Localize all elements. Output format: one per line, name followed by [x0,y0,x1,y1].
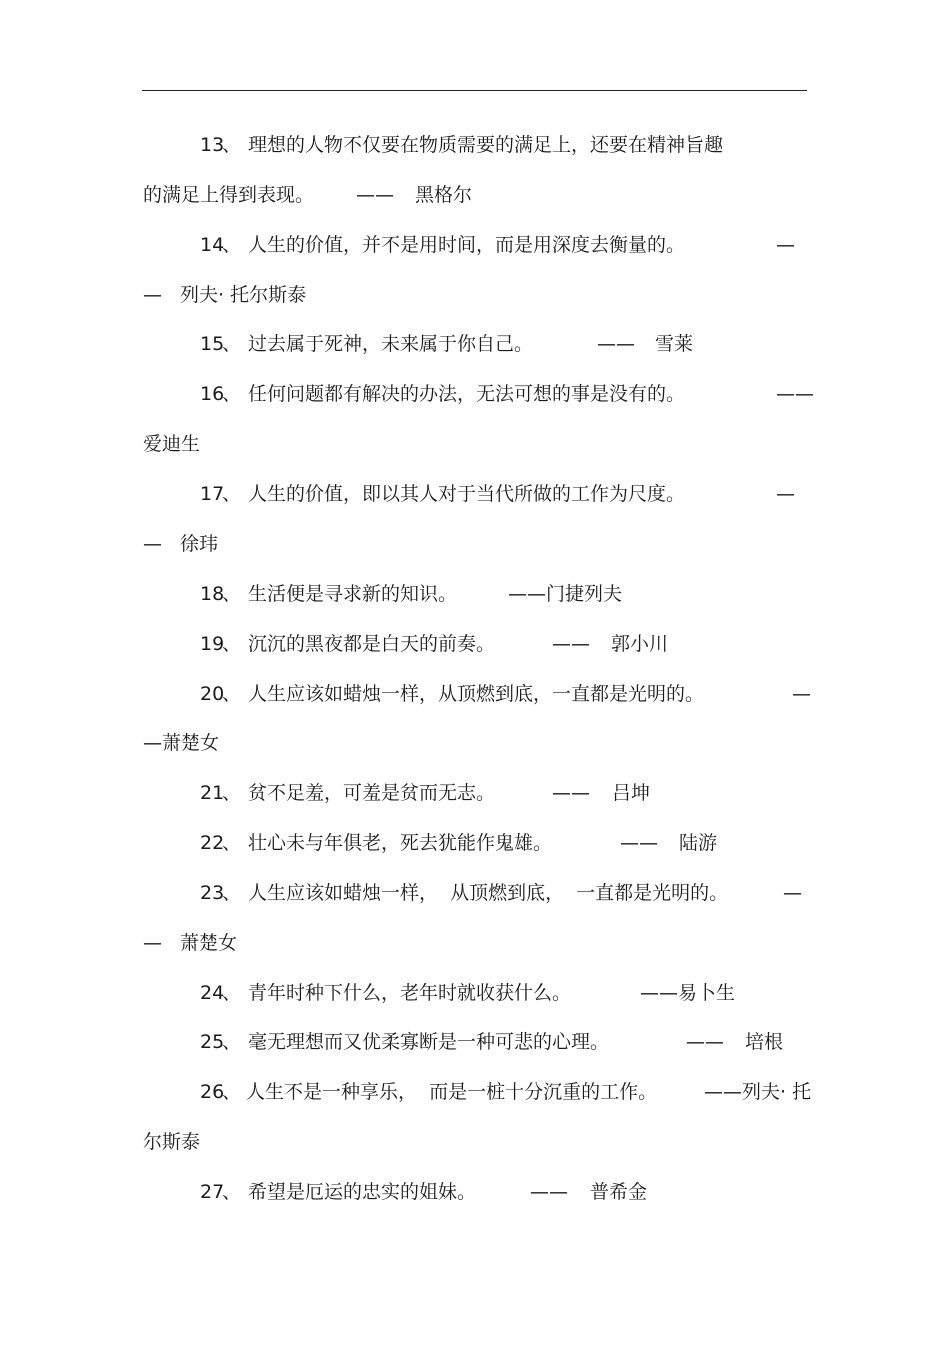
quote-21-separator: 、 [222,782,242,804]
quote-19-separator: 、 [222,633,242,655]
quote-17-separator: 、 [222,483,242,505]
quote-26-line-1 [0,1075,950,1109]
quote-19-dash: —— [552,633,590,655]
quote-21-author: 吕坤 [612,782,651,804]
quote-27-dash: —— [530,1181,568,1203]
quote-22-text: 壮心未与年俱老，死去犹能作鬼雄。 [248,832,553,854]
quote-20-attribution: —萧楚女 [143,732,220,754]
quote-14-line-2 [0,278,950,312]
quote-15-number: 15 [200,333,225,355]
quote-13-continuation: 的满足上得到表现。 [143,184,315,206]
quote-18-attribution: ——门捷列夫 [508,583,623,605]
quote-17-dash-cont: — [143,533,162,555]
quote-25-author: 培根 [745,1031,784,1053]
quote-15-separator: 、 [222,333,242,355]
quote-17-author: 徐玮 [180,533,219,555]
quote-23-dash-cont: — [143,932,162,954]
quote-16-line-1 [0,377,950,411]
quote-20-number: 20 [200,683,225,705]
quote-14-text: 人生的价值，并不是用时间，而是用深度去衡量的。 [248,234,686,256]
quote-23-number: 23 [200,882,225,904]
quote-21-line [0,776,950,810]
quote-24-line [0,976,950,1010]
quote-25-text: 毫无理想而又优柔寡断是一种可悲的心理。 [248,1031,610,1053]
quote-14-line-1 [0,228,950,262]
quote-17-number: 17 [200,483,225,505]
quote-19-author: 郭小川 [611,633,669,655]
quote-24-text: 青年时种下什么，老年时就收获什么。 [248,982,572,1004]
quote-26-attribution: ——列夫· 托 [704,1081,812,1103]
quote-17-dash: — [776,483,795,505]
quote-19-line [0,627,950,661]
quote-25-line [0,1025,950,1059]
quote-16-text: 任何问题都有解决的办法，无法可想的事是没有的。 [248,383,686,405]
quote-17-text: 人生的价值，即以其人对于当代所做的工作为尺度。 [248,483,686,505]
quote-23-author: 萧楚女 [180,932,238,954]
quote-20-line-2 [0,726,950,760]
quote-25-dash: —— [686,1031,724,1053]
quote-27-author: 普希金 [590,1181,648,1203]
quote-15-line [0,327,950,361]
quote-22-author: 陆游 [679,832,718,854]
quote-17-line-2 [0,527,950,561]
quote-13-number: 13 [200,134,225,156]
quote-20-line-1 [0,677,950,711]
quote-13-author: 黑格尔 [415,184,473,206]
quote-14-separator: 、 [222,234,242,256]
quote-26-separator: 、 [222,1081,242,1103]
quote-24-separator: 、 [222,982,242,1004]
quote-18-line [0,577,950,611]
quote-22-dash: —— [620,832,658,854]
quote-22-separator: 、 [222,832,242,854]
quote-23-dash: — [783,882,802,904]
quote-18-number: 18 [200,583,225,605]
quote-21-text: 贫不足羞，可羞是贫而无志。 [248,782,496,804]
quote-24-attribution: ——易卜生 [640,982,736,1004]
quote-20-dash: — [792,683,811,705]
quote-14-author: 列夫· 托尔斯泰 [180,284,307,306]
quote-19-number: 19 [200,633,225,655]
quote-19-text: 沉沉的黑夜都是白天的前奏。 [248,633,496,655]
quote-17-line-1 [0,477,950,511]
quote-13-dash: —— [356,184,394,206]
quote-13-line-2 [0,178,950,212]
quote-25-number: 25 [200,1031,225,1053]
header-rule [142,90,807,91]
quote-18-text: 生活便是寻求新的知识。 [248,583,458,605]
quote-14-number: 14 [200,234,225,256]
quote-25-separator: 、 [222,1031,242,1053]
quote-23-separator: 、 [222,882,242,904]
quote-26-number: 26 [200,1081,225,1103]
quote-13-text: 理想的人物不仅要在物质需要的满足上，还要在精神旨趣 [248,134,724,156]
quote-14-dash: — [776,234,795,256]
quote-26-text: 人生不是一种享乐， 而是一桩十分沉重的工作。 [246,1081,658,1103]
quote-13-line-1 [0,128,950,162]
quote-27-separator: 、 [222,1181,242,1203]
quote-14-dash-cont: — [143,284,162,306]
quote-16-number: 16 [200,383,225,405]
quote-27-text: 希望是厄运的忠实的姐妹。 [248,1181,477,1203]
quote-27-number: 27 [200,1181,225,1203]
quote-20-text: 人生应该如蜡烛一样，从顶燃到底，一直都是光明的。 [248,683,705,705]
quote-21-number: 21 [200,782,225,804]
quote-24-number: 24 [200,982,225,1004]
quote-22-line [0,826,950,860]
quote-16-dash: —— [776,383,814,405]
quote-16-separator: 、 [222,383,242,405]
quote-15-text: 过去属于死神，未来属于你自己。 [248,333,534,355]
quote-21-dash: —— [552,782,590,804]
quote-16-author: 爱迪生 [143,433,201,455]
quote-15-author: 雪莱 [655,333,694,355]
quote-22-number: 22 [200,832,225,854]
quote-23-line-2 [0,926,950,960]
quote-15-dash: —— [597,333,635,355]
quote-20-separator: 、 [222,683,242,705]
quote-26-line-2 [0,1125,950,1159]
quote-23-text: 人生应该如蜡烛一样， 从顶燃到底， 一直都是光明的。 [248,882,729,904]
quote-27-line [0,1175,950,1209]
quote-23-line-1 [0,876,950,910]
quote-26-continuation: 尔斯泰 [143,1131,201,1153]
quote-16-line-2 [0,427,950,461]
quote-18-separator: 、 [222,583,242,605]
quote-13-separator: 、 [222,134,242,156]
